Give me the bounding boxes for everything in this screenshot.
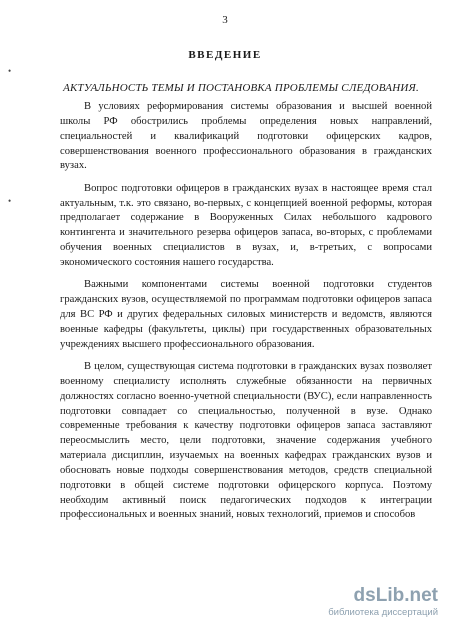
paragraph: Важными компонентами системы военной подготовки студентов гражданских вузов, осуществляемой по программам подготовки офицеров запаса для ВС РФ и других федеральных силовых министерств и ведомств, являются военные кафедры (факультеты, циклы) при государственных образовательных учреждениях высшего профессионального образования. <box>60 279 432 350</box>
section-heading: ВВЕДЕНИЕ <box>188 49 262 61</box>
page-number: 3 <box>222 14 228 26</box>
section-subheading: АКТУАЛЬНОСТЬ ТЕМЫ И ПОСТАНОВКА ПРОБЛЕМЫ СЛЕДОВАНИЯ. <box>63 82 419 94</box>
paragraph: Вопрос подготовки офицеров в гражданских вузах в настоящее время стал актуальным, т.к. это связано, во-первых, с концепцией военной реформы, которая предполагает содержание в Вооруженных Силах небольшого кадрового контингента и значительного резерва офицеров запаса, во-вторых, с проблемами обучения военных специалистов в вузах, и, в-третьих, с вопросами экономического состояния нашего государства. <box>60 182 432 268</box>
paragraph: В условиях реформирования системы образования и высшей военной школы РФ обострились проблемы определения новых направлений, специальностей и квалификаций подготовки офицерских кадров, совершенствования военного профессионального образования в гражданских вузах. <box>60 101 432 172</box>
watermark <box>326 585 438 623</box>
watermark-logo: dsLib.net <box>353 585 438 606</box>
body-text <box>60 100 432 531</box>
watermark-tagline: библиотека диссертаций <box>328 607 438 618</box>
paragraph: В целом, существующая система подготовки в гражданских вузах позволяет военному специалисту исполнять служебные обязанности на первичных должностях согласно военно-учетной специальности (ВУС), если направленность подготовки совпадает со специальностью, полученной в вузе. Однако современные требования к качеству подготовки офицеров запаса заставляют переосмыслить место, цели подготовки, значение содержания учебного материала дисциплин, изучаемых на военных кафедрах гражданских вузов и обосновать новые подходы совершенствования методов, средств специальной подготовки в общей системе подготовки офицерского корпуса. Поэтому необходим активный поиск педагогических подходов к интеграции профессиональных и военных знаний, новых технологий, приемов и способов <box>60 361 432 521</box>
margin-mark: • <box>8 66 12 76</box>
margin-mark: • <box>8 196 12 206</box>
